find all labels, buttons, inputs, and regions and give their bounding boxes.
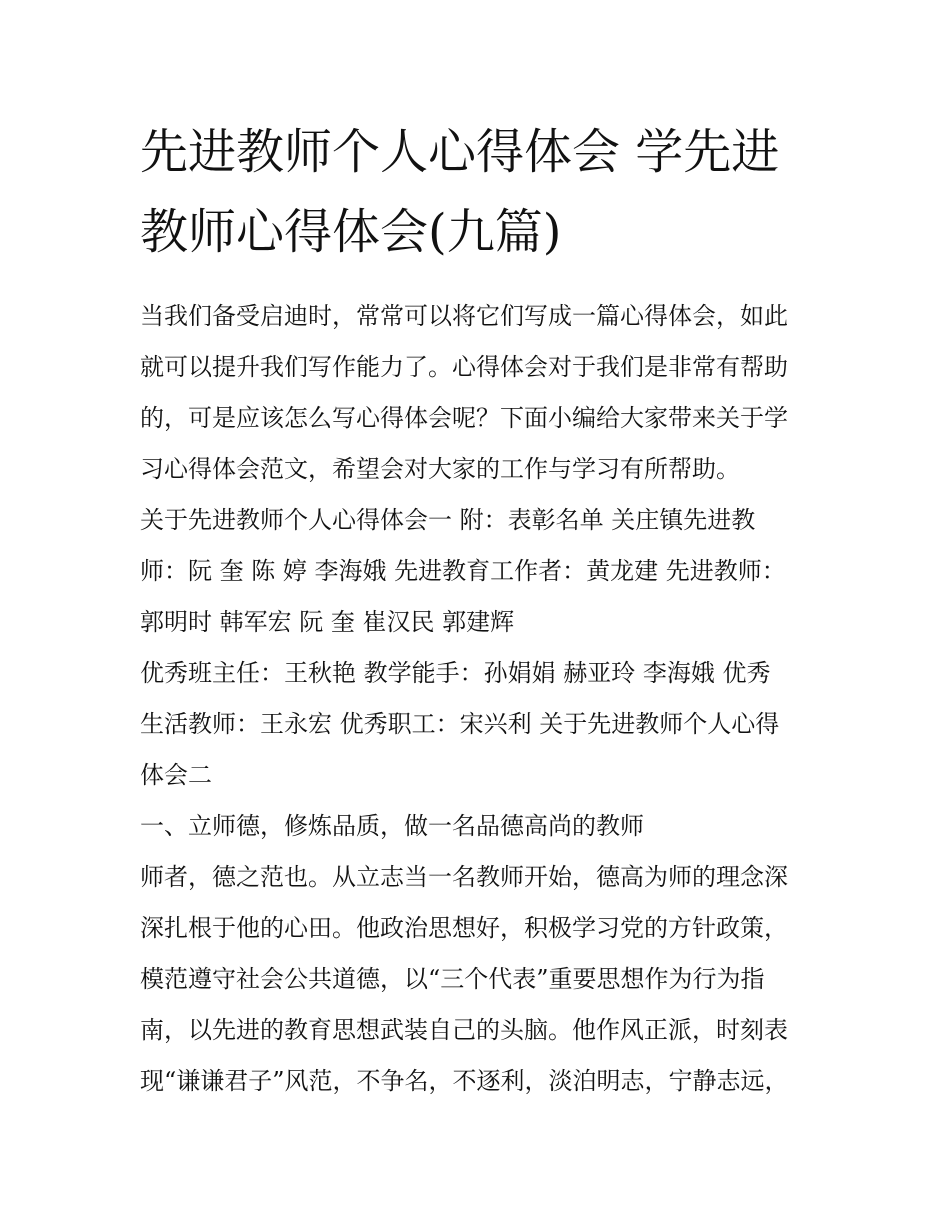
body-line: 当我们备受启迪时，常常可以将它们写成一篇心得体会，如此 <box>140 302 788 330</box>
body-line: 现“谦谦君子”风范，不争名，不逐利，淡泊明志，宁静志远， <box>140 1067 789 1095</box>
body-line: 关于先进教师个人心得体会一 附：表彰名单 关庄镇先进教 <box>140 506 756 534</box>
section-heading: 一、立师德，修炼品质，做一名品德高尚的教师 <box>140 812 644 840</box>
title-line-2: 教师心得体会(九篇) <box>140 204 562 260</box>
body-line: 师者，德之范也。从立志当一名教师开始，德高为师的理念深 <box>140 863 788 891</box>
body-line: 优秀班主任：王秋艳 教学能手：孙娟娟 赫亚玲 李海娥 优秀 <box>140 659 771 687</box>
body-line: 郭明时 韩军宏 阮 奎 崔汉民 郭建辉 <box>140 608 515 636</box>
title-line-1: 先进教师个人心得体会 学先进 <box>140 124 780 180</box>
body-line: 体会二 <box>140 761 212 789</box>
body-line: 生活教师：王永宏 优秀职工：宋兴利 关于先进教师个人心得 <box>140 710 780 738</box>
body-line: 模范遵守社会公共道德，以“三个代表”重要思想作为行为指 <box>140 965 765 993</box>
body-line: 的，可是应该怎么写心得体会呢？下面小编给大家带来关于学 <box>140 404 788 432</box>
body-line: 南，以先进的教育思想武装自己的头脑。他作风正派，时刻表 <box>140 1016 788 1044</box>
document-body <box>140 291 820 1107</box>
document-page <box>140 112 820 1107</box>
body-line: 习心得体会范文，希望会对大家的工作与学习有所帮助。 <box>140 455 740 483</box>
document-title <box>140 112 820 272</box>
body-line: 师：阮 奎 陈 婷 李海娥 先进教育工作者：黄龙建 先进教师： <box>140 557 786 585</box>
body-line: 就可以提升我们写作能力了。心得体会对于我们是非常有帮助 <box>140 353 788 381</box>
body-line: 深扎根于他的心田。他政治思想好，积极学习党的方针政策， <box>140 914 788 942</box>
